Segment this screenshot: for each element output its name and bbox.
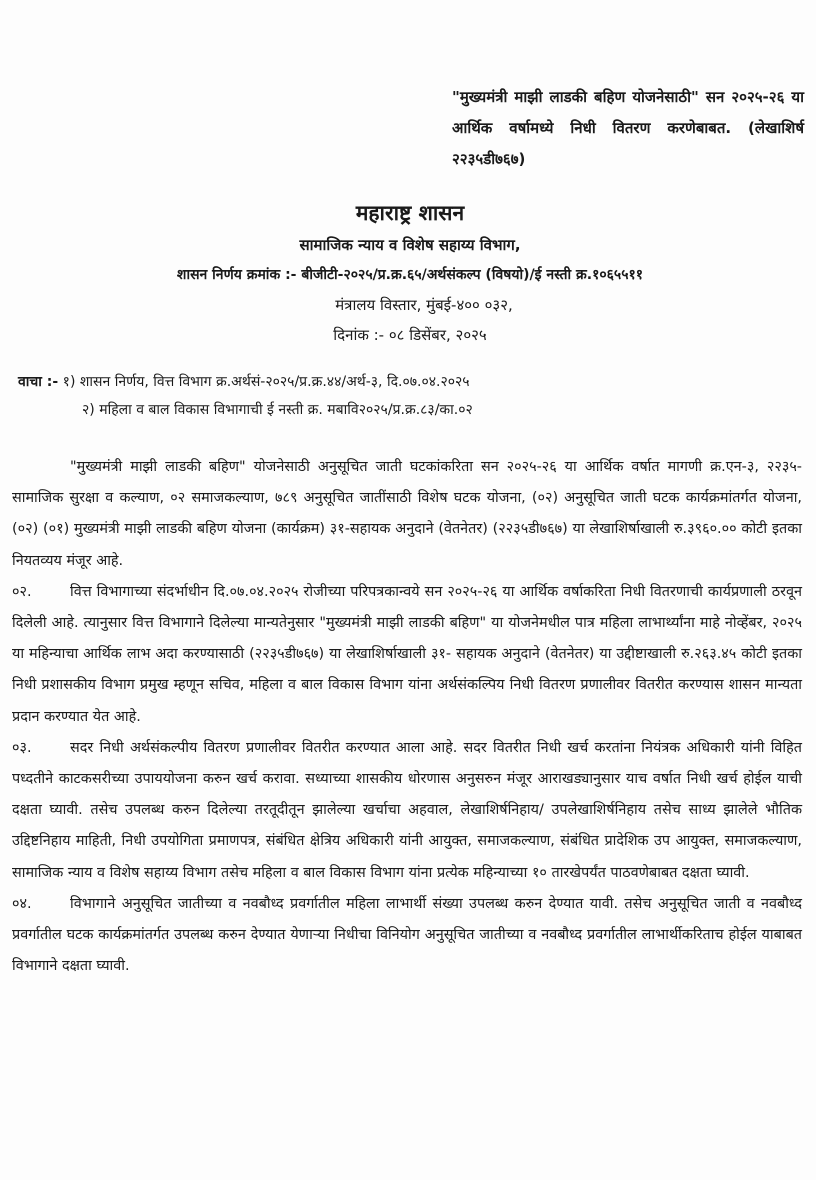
reference-1 bbox=[18, 368, 808, 396]
paragraph-text: विभागाने अनुसूचित जातीच्या व नवबौध्द प्रवर्गातील महिला लाभार्थी संख्या उपलब्ध करुन देण्यात यावी. तसेच अनुसूचित जाती व नवबौध्द प्रवर्गातील घटक कार्यक्रमांतर्गत उपलब्ध करुन देण्यात येणाऱ्या निधीचा विनियोग अनुसूचित जातीच्या व नवबौध्द प्रवर्गातील लाभार्थीकरिताच होईल याबाबत विभागाने दक्षता घ्यावी. bbox=[12, 895, 802, 975]
references bbox=[18, 368, 808, 424]
address: मंत्रालय विस्तार, मुंबई-४०० ०३२, bbox=[335, 296, 513, 314]
letterhead bbox=[40, 196, 780, 350]
paragraph-number: ०३. bbox=[12, 739, 32, 756]
paragraph-2 bbox=[12, 577, 802, 733]
subject-heading: "मुख्यमंत्री माझी लाडकी बहिण योजनेसाठी" सन २०२५-२६ या आर्थिक वर्षामध्ये निधी वितरण करणेबाबत. (लेखाशिर्ष २२३५डी७६७) bbox=[452, 88, 804, 168]
paragraph-number: ०२. bbox=[12, 583, 32, 600]
references-label: वाचा :- bbox=[18, 374, 59, 390]
paragraph-text: वित्त विभागाच्या संदर्भाधीन दि.०७.०४.२०२५ रोजीच्या परिपत्रकान्वये सन २०२५-२६ या आर्थिक वर्षाकरिता निधी वितरणाची कार्यप्रणाली ठरवून दिलेली आहे. त्यानुसार वित्त विभागाने दिलेल्या मान्यतेनुसार "मुख्यमंत्री माझी लाडकी बहिण" या योजनेमधील पात्र महिला लाभार्थ्यांना माहे नोव्हेंबर, २०२५ या महिन्याचा आर्थिक लाभ अदा करण्यासाठी (२२३५डी७६७) या लेखाशिर्षाखाली ३१- सहायक अनुदाने (वेतनेतर) या उद्दीष्टाखाली रु.२६३.४५ कोटी इतका निधी प्रशासकीय विभाग प्रमुख म्हणून सचिव, महिला व बाल विकास विभाग यांना अर्थसंकल्पिय निधी वितरण प्रणालीवर वितरीत करण्यास शासन मान्यता प्रदान करण्यात येत आहे. bbox=[12, 583, 802, 725]
date: दिनांक :- ०८ डिसेंबर, २०२५ bbox=[333, 326, 487, 344]
government-title: महाराष्ट्र शासन bbox=[355, 201, 465, 225]
document-body bbox=[12, 452, 802, 982]
paragraph-3 bbox=[12, 733, 802, 889]
paragraph-1 bbox=[12, 452, 802, 577]
paragraph-number: ०४. bbox=[12, 895, 32, 912]
reference-2 bbox=[18, 396, 808, 424]
reference-text: १) शासन निर्णय, वित्त विभाग क्र.अर्थसं-२०२५/प्र.क्र.४४/अर्थ-३, दि.०७.०४.२०२५ bbox=[62, 374, 470, 390]
department-name: सामाजिक न्याय व विशेष सहाय्य विभाग, bbox=[299, 236, 521, 254]
paragraph-4 bbox=[12, 889, 802, 983]
reference-text: २) महिला व बाल विकास विभागाची ई नस्ती क्र. मबावि२०२५/प्र.क्र.८३/का.०२ bbox=[82, 402, 473, 418]
paragraph-text: सदर निधी अर्थसंकल्पीय वितरण प्रणालीवर वितरीत करण्यात आला आहे. सदर वितरीत निधी खर्च करतांना नियंत्रक अधिकारी यांनी विहित पध्दतीने काटकसरीच्या उपाययोजना करुन खर्च करावा. सध्याच्या शासकीय धोरणास अनुसरुन मंजूर आराखड्यानुसार याच वर्षात निधी खर्च होईल याची दक्षता घ्यावी. तसेच उपलब्ध करुन दिलेल्या तरतूदीतून झालेल्या खर्चाचा अहवाल, लेखाशिर्षनिहाय/ उपलेखाशिर्षनिहाय तसेच साध्य झालेले भौतिक उद्दिष्टनिहाय माहिती, निधी उपयोगिता प्रमाणपत्र, संबंधित क्षेत्रिय अधिकारी यांनी आयुक्त, समाजकल्याण, संबंधित प्रादेशिक उप आयुक्त, समाजकल्याण, सामाजिक न्याय व विशेष सहाय्य विभाग तसेच महिला व बाल विकास विभाग यांना प्रत्येक महिन्याच्या १० तारखेपर्यंत पाठवणेबाबत दक्षता घ्यावी. bbox=[12, 739, 802, 881]
gr-number: शासन निर्णय क्रमांक :- बीजीटी-२०२५/प्र.क्र.६५/अर्थसंकल्प (विषयो)/ई नस्ती क्र.१०६५५११ bbox=[176, 267, 644, 283]
paragraph-text: "मुख्यमंत्री माझी लाडकी बहिण" योजनेसाठी अनुसूचित जाती घटकांकरिता सन २०२५-२६ या आर्थिक वर्षात मागणी क्र.एन-३, २२३५-सामाजिक सुरक्षा व कल्याण, ०२ समाजकल्याण, ७८९ अनुसूचित जातींसाठी विशेष घटक योजना, (०२) अनुसूचित जाती घटक कार्यक्रमांतर्गत योजना, (०२) (०१) मुख्यमंत्री माझी लाडकी बहिण योजना (कार्यक्रम) ३१-सहायक अनुदाने (वेतनेतर) (२२३५डी७६७) या लेखाशिर्षाखाली रु.३९६०.०० कोटी इतका नियतव्यय मंजूर आहे. bbox=[12, 459, 802, 569]
